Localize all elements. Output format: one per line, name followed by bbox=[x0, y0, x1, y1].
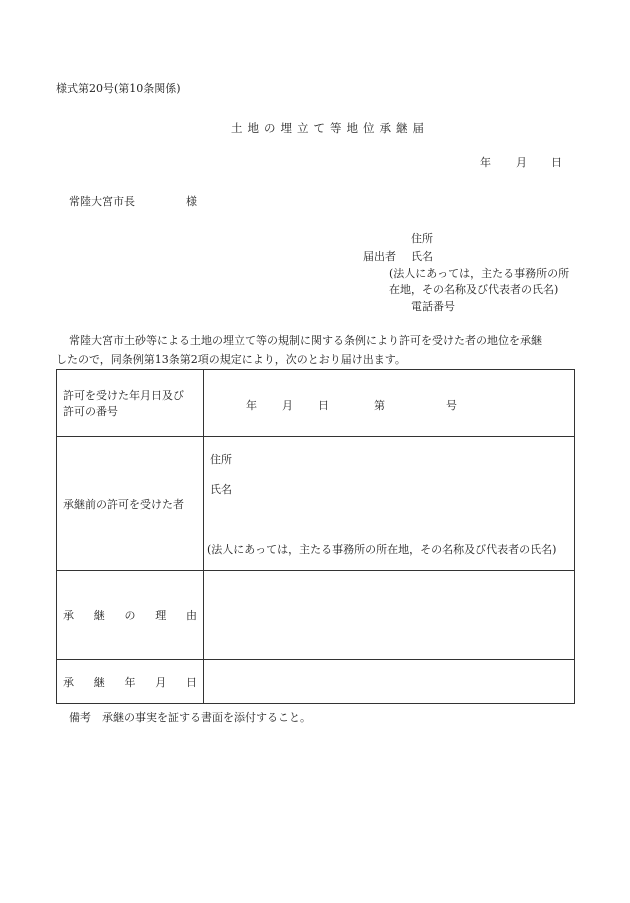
permit-number-prefix: 第 bbox=[374, 399, 385, 412]
succession-date-label: 承 継 年 月 日 bbox=[57, 660, 204, 704]
date-year-label: 年 bbox=[480, 156, 491, 169]
notification-table bbox=[56, 369, 575, 704]
permit-date-number-label-line1: 許可を受けた年月日及び bbox=[63, 389, 184, 402]
remarks-label: 備考 bbox=[69, 711, 91, 724]
succession-reason-row bbox=[57, 571, 575, 660]
succession-reason-label: 承 継 の 理 由 bbox=[57, 571, 204, 660]
notifier-name-label: 氏名 bbox=[411, 250, 433, 263]
date-month-label: 月 bbox=[516, 156, 527, 169]
permit-day-label: 日 bbox=[318, 399, 329, 412]
document-title: 土地の埋立て等地位承継届 bbox=[231, 121, 429, 135]
notifier-phone-label: 電話番号 bbox=[411, 300, 455, 313]
previous-holder-corp-note: (法人にあっては，主たる事務所の所在地，その名称及び代表者の氏名) bbox=[207, 543, 557, 556]
body-text-line1: 常陸大宮市土砂等による土地の埋立て等の規制に関する条例により許可を受けた者の地位を承継 bbox=[69, 334, 542, 347]
succession-date-value[interactable] bbox=[204, 660, 575, 704]
succession-reason-value[interactable] bbox=[204, 571, 575, 660]
form-number: 様式第20号(第10条関係) bbox=[56, 82, 181, 95]
permit-number-suffix: 号 bbox=[446, 399, 457, 412]
previous-holder-name-label: 氏名 bbox=[210, 483, 232, 496]
addressee-honorific: 様 bbox=[186, 195, 197, 208]
permit-date-number-value bbox=[204, 370, 575, 437]
notifier-corp-note-line2: 在地，その名称及び代表者の氏名) bbox=[389, 283, 559, 296]
permit-date-number-label bbox=[57, 370, 204, 437]
body-text-line2: したので，同条例第13条第2項の規定により，次のとおり届け出ます。 bbox=[56, 353, 406, 366]
notifier-address-label: 住所 bbox=[411, 232, 433, 245]
previous-holder-value bbox=[204, 437, 575, 571]
previous-holder-row bbox=[57, 437, 575, 571]
previous-holder-label: 承継前の許可を受けた者 bbox=[57, 437, 204, 571]
succession-date-row bbox=[57, 660, 575, 704]
notifier-role-label: 届出者 bbox=[363, 250, 396, 263]
permit-date-number-row bbox=[57, 370, 575, 437]
date-day-label: 日 bbox=[551, 156, 562, 169]
permit-month-label: 月 bbox=[282, 399, 293, 412]
addressee-name: 常陸大宮市長 bbox=[69, 195, 135, 208]
previous-holder-address-label: 住所 bbox=[210, 453, 232, 466]
remarks-text: 承継の事実を証する書面を添付すること。 bbox=[102, 711, 311, 724]
permit-date-number-label-line2: 許可の番号 bbox=[63, 405, 118, 418]
notifier-corp-note-line1: (法人にあっては，主たる事務所の所 bbox=[389, 267, 570, 280]
permit-year-label: 年 bbox=[246, 399, 257, 412]
